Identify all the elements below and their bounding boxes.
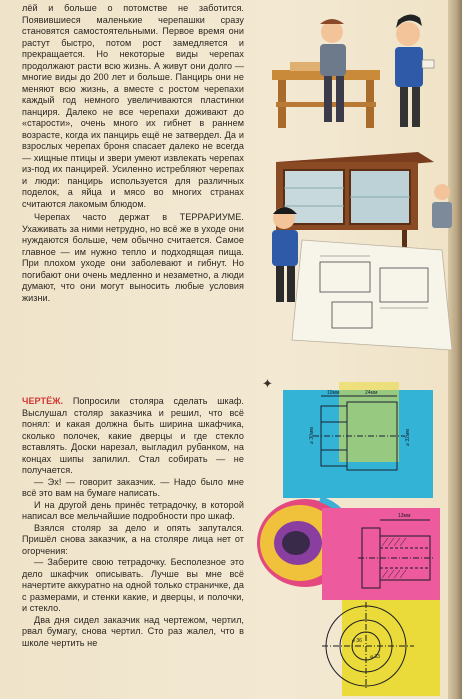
paragraph: — Эх! — говорит заказчик. — Надо было мне всё это вам на бумаге написать.: [22, 476, 244, 498]
pink-panel: [322, 508, 440, 600]
dimension-label: 10мм: [327, 390, 340, 396]
paragraph: Взялся столяр за дело и опять запутался. Пришёл снова заказчик, а на столяре лица нет от огорчения:: [22, 522, 244, 556]
carpenter-small-figure: [432, 184, 452, 228]
blueprint-sheet: [292, 240, 452, 350]
technical-drawing-cyan: [283, 382, 438, 502]
text-block-turtles: [22, 3, 244, 304]
blueprint-illustration: [262, 200, 457, 368]
paragraph: Черепах часто держат в ТЕРРАРИУМЕ. Ухаживать за ними нетрудно, но всё же в уходе они нуждаются больше, чем обычно считается. Самое главное — им нужно тепло и подходящая пища. При плохом уходе они заболевают и гибнут. Но погибают они очень медленно и незаметно, а люди думают, что они могут выносить любые условия жизни.: [22, 212, 244, 303]
section-divider-star: ✦: [262, 377, 273, 392]
dimension-label: ⌀ 36: [352, 638, 362, 644]
customer-figure: [395, 14, 434, 127]
paragraph: Два дня сидел заказчик над чертежом, чертил, рвал бумагу, снова чертил. Сто раз жалел, что в школе чертить не: [22, 614, 244, 648]
article-blueprint: [22, 396, 244, 649]
dimension-label: ⌀ 32мм: [405, 429, 411, 446]
dimension-label: 13мм: [398, 513, 411, 519]
paragraph: И на другой день принёс тетрадочку, в которой написал все мельчайшие подробности про шкаф.: [22, 499, 244, 521]
article-lead-text: Попросили столяра сделать шкаф. Выслушал столяр заказчика и решил, что всё понял: и какая должна быть ширина шкафчика, сколько полочек, какие дверцы и где стекло вставлять. Доски нарезал, выгладил рубанком, на концах шипы запилил. Стал собирать — не получается.: [22, 396, 244, 475]
article-title: ЧЕРТЁЖ.: [22, 396, 64, 406]
dimension-label: ⌀ 30мм: [309, 427, 315, 444]
dimension-label: 24мм: [365, 390, 378, 396]
article-lead: [22, 396, 244, 477]
man-figure: [272, 207, 298, 302]
carpenters-illustration: [250, 2, 450, 137]
dimension-label: ⌀ 33: [370, 654, 380, 660]
technical-drawing-pink: [322, 508, 442, 698]
paragraph: — Заберите свою тетрадочку. Бесполезное это дело шкафчик описывать. Лучше вы мне всё начертите аккуратно на одной только страничке, да с размерами, и стенки какие, и дверцы, и полочки, и стекло.: [22, 557, 244, 613]
paragraph: лёй и больше о потомстве не заботится. Появившиеся маленькие черепашки сразу становятся самостоятельными. Первое время они растут быстро, потом рост замедляется и прекращается. Но некоторые виды черепах продолжают расти всю жизнь. А живут они долго — многие виды до 200 лет и больше. Панцирь они не меняют всю жизнь, а вместе с ростом черепахи каждый год немного увеличиваются пластинки панциря. Далеко не все черепахи доживают до «старости», очень много их гибнет в раннем возрасте, когда их панцирь ещё не затвердел. Да и взрослых черепах броня спасает далеко не всегда — хищные птицы и звери умеют извлекать черепах из-под их панцирей. Усиленно истребляют черепах и люди: панцирь используется для различных поделок, а яйца и мясо во многих странах считаются лакомым блюдом.: [22, 3, 244, 209]
